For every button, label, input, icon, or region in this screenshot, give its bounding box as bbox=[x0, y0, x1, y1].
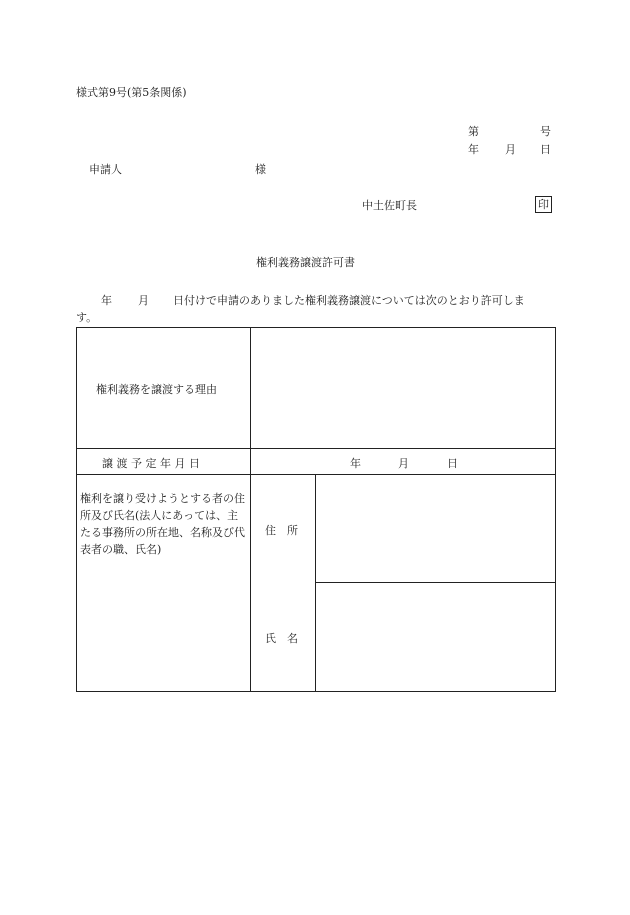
table-border-bottom bbox=[76, 691, 556, 692]
transfer-date-label: 譲 渡 予 定 年 月 日 bbox=[102, 457, 200, 470]
applicant-label: 申請人 bbox=[89, 163, 122, 176]
doc-number-dai: 第 bbox=[468, 125, 479, 138]
address-label: 住 所 bbox=[265, 524, 298, 537]
applicant-sama: 様 bbox=[255, 163, 266, 176]
reason-field[interactable] bbox=[254, 331, 552, 445]
doc-date-day: 日 bbox=[540, 143, 551, 156]
transfer-date-day: 日 bbox=[447, 457, 458, 470]
table-border-right bbox=[555, 327, 556, 692]
table-column-divider bbox=[250, 327, 251, 692]
body-line2: す。 bbox=[76, 311, 98, 324]
doc-number-go: 号 bbox=[540, 125, 551, 138]
transfer-date-year: 年 bbox=[350, 457, 361, 470]
table-row-divider-1 bbox=[76, 448, 556, 449]
body-line1: 日付けで申請のありました権利義務譲渡については次のとおり許可しま bbox=[173, 294, 525, 307]
body-month: 月 bbox=[138, 294, 149, 307]
table-row-divider-2 bbox=[76, 474, 556, 475]
name-field[interactable] bbox=[319, 586, 552, 688]
issuer-name: 中土佐町長 bbox=[362, 199, 417, 212]
reason-label: 権利義務を譲渡する理由 bbox=[96, 383, 217, 396]
transfer-date-month: 月 bbox=[398, 457, 409, 470]
table-border-top bbox=[76, 327, 556, 328]
name-label: 氏 名 bbox=[265, 632, 298, 645]
table-subrow-divider bbox=[315, 582, 556, 583]
table-border-left bbox=[76, 327, 77, 692]
body-year: 年 bbox=[101, 294, 112, 307]
doc-date-month: 月 bbox=[505, 143, 516, 156]
transferee-label: 権利を譲り受けようとする者の住所及び氏名(法人にあっては、主たる事務所の所在地、名称及び代表者の職、氏名) bbox=[80, 492, 245, 556]
doc-date-year: 年 bbox=[468, 143, 479, 156]
address-field[interactable] bbox=[319, 478, 552, 579]
form-number: 様式第9号(第5条関係) bbox=[76, 86, 187, 99]
seal-stamp: 印 bbox=[535, 196, 552, 213]
document-title: 権利義務譲渡許可書 bbox=[256, 256, 355, 269]
table-subcolumn-divider bbox=[315, 474, 316, 692]
